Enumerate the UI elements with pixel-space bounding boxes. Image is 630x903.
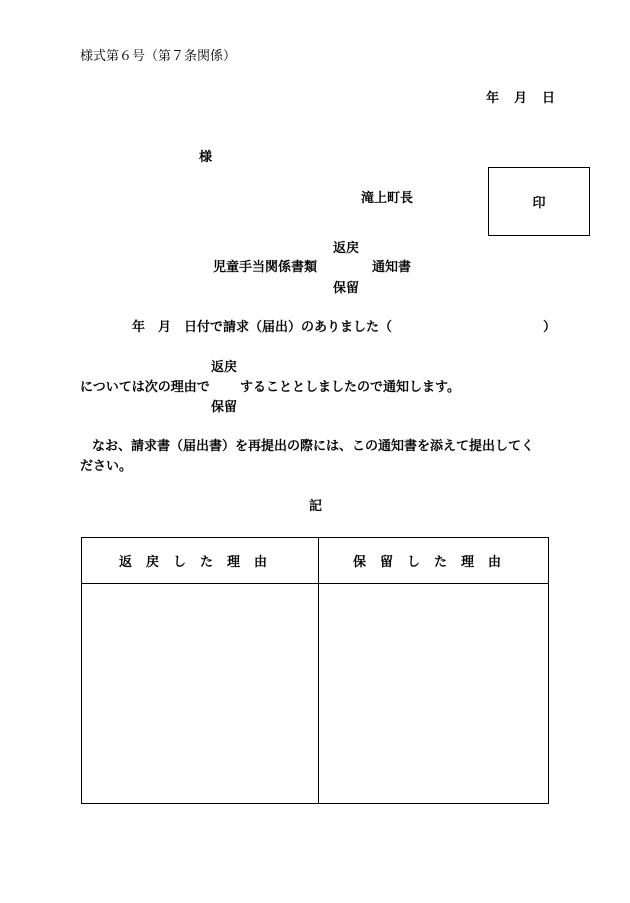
- note-line-1: なお、請求書（届出書）を再提出の際には、この通知書を添えて提出してく: [92, 439, 535, 454]
- date-line: 年 月 日: [486, 91, 557, 106]
- header-return-reason: 返戻した理由: [118, 555, 281, 570]
- reason-option-return: 返戻: [211, 360, 238, 375]
- hold-reason-cell[interactable]: [319, 584, 548, 803]
- form-number: 様式第６号（第７条関係）: [80, 49, 237, 64]
- reason-line-prefix: については次の理由で: [80, 380, 210, 395]
- seal-box: [488, 167, 590, 236]
- ki-heading: 記: [309, 499, 323, 514]
- request-line-prefix: 年 月 日付で請求（届出）のありました（: [132, 320, 393, 335]
- header-hold-reason: 保留した理由: [352, 555, 515, 570]
- reason-table: [81, 537, 549, 804]
- request-line-suffix: ）: [543, 320, 557, 335]
- reason-line-suffix: することとしましたので通知します。: [240, 380, 460, 395]
- return-reason-cell[interactable]: [82, 584, 318, 803]
- reason-option-hold: 保留: [211, 400, 238, 415]
- title-option-hold: 保留: [333, 281, 360, 296]
- title-subject: 児童手当関係書類: [213, 260, 318, 275]
- title-notice: 通知書: [372, 260, 412, 275]
- addressee-suffix: 様: [199, 150, 213, 165]
- title-option-return: 返戻: [333, 241, 360, 256]
- sender-name: 滝上町長: [361, 191, 414, 206]
- note-line-2: ださい。: [80, 459, 133, 474]
- seal-label: 印: [532, 196, 546, 211]
